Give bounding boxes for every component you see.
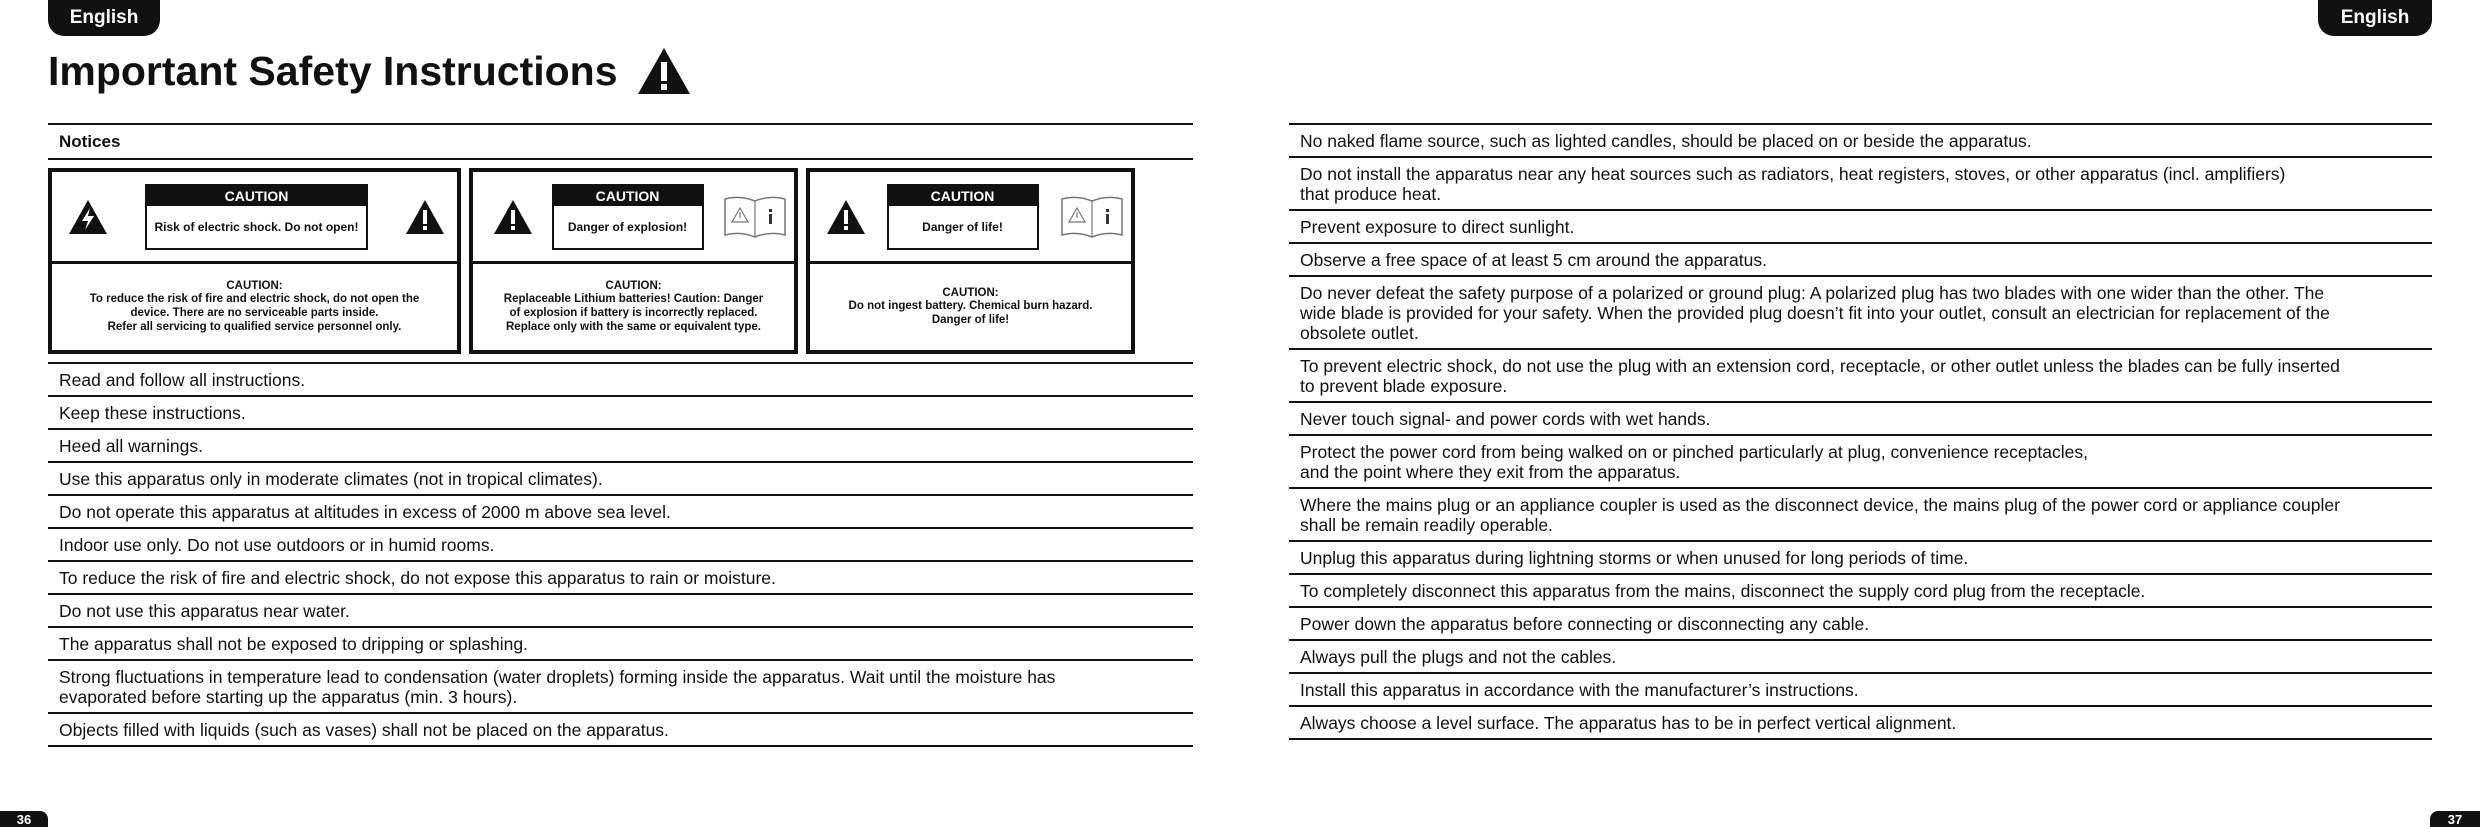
list-item: To reduce the risk of fire and electric shock, do not expose this apparatus to rain or moisture.	[48, 562, 1193, 595]
warning-icon	[405, 199, 445, 235]
language-tab-left: English	[48, 0, 160, 36]
caution-label-panel	[552, 184, 704, 250]
list-item: No naked flame source, such as lighted candles, should be placed on or beside the apparatus.	[1289, 125, 2432, 158]
instructions-list-right	[1289, 123, 2432, 740]
list-item: Power down the apparatus before connecting or disconnecting any cable.	[1289, 608, 2432, 641]
list-item: Prevent exposure to direct sunlight.	[1289, 211, 2432, 244]
page-title-text: Important Safety Instructions	[48, 47, 618, 94]
caution-box-explosion	[469, 168, 798, 354]
list-item: Heed all warnings.	[48, 430, 1193, 463]
page-title	[48, 46, 692, 96]
language-tab-right: English	[2318, 0, 2432, 36]
list-item: Where the mains plug or an appliance coupler is used as the disconnect device, the mains plug of the power cord or appliance coupler shall be remain readily operable.	[1289, 489, 2432, 542]
list-item: Do never defeat the safety purpose of a polarized or ground plug: A polarized plug has two blades with one wider than the other. The wide blade is provided for your safety. When the provided plug doesn’t fit into your outlet, consult an electrician for replacement of the obsolete outlet.	[1289, 277, 2432, 350]
notices-heading: Notices	[48, 123, 1193, 160]
warning-icon	[493, 199, 533, 235]
list-item: Always pull the plugs and not the cables.	[1289, 641, 2432, 674]
caution-label-panel	[887, 184, 1039, 250]
list-item: Objects filled with liquids (such as vases) shall not be placed on the apparatus.	[48, 714, 1193, 747]
caution-boxes	[48, 168, 1193, 354]
list-item: The apparatus shall not be exposed to dripping or splashing.	[48, 628, 1193, 661]
caution-label: Danger of life!	[922, 219, 1003, 234]
list-item: Keep these instructions.	[48, 397, 1193, 430]
caution-header: CAUTION	[147, 186, 366, 206]
list-item: Observe a free space of at least 5 cm around the apparatus.	[1289, 244, 2432, 277]
caution-header: CAUTION	[554, 186, 702, 206]
list-item: Indoor use only. Do not use outdoors or in humid rooms.	[48, 529, 1193, 562]
list-item: Read and follow all instructions.	[48, 364, 1193, 397]
caution-label: Risk of electric shock. Do not open!	[154, 219, 359, 234]
left-column	[48, 123, 1193, 747]
list-item: Do not use this apparatus near water.	[48, 595, 1193, 628]
list-item: Unplug this apparatus during lightning storms or when unused for long periods of time.	[1289, 542, 2432, 575]
caution-label-panel	[145, 184, 368, 250]
caution-note: CAUTION: Do not ingest battery. Chemical burn hazard. Danger of life!	[848, 286, 1093, 326]
read-manual-icon	[722, 195, 788, 239]
electric-shock-icon	[68, 199, 108, 235]
caution-note: CAUTION: Replaceable Lithium batteries! Caution: Danger of explosion if battery is incorrectly replaced. Replace only with the same or equivalent type.	[503, 279, 764, 333]
list-item: Never touch signal- and power cords with wet hands.	[1289, 403, 2432, 436]
list-item: Protect the power cord from being walked on or pinched particularly at plug, convenience receptacles, and the point where they exit from the apparatus.	[1289, 436, 2432, 489]
caution-box-electric-shock	[48, 168, 461, 354]
list-item: Do not install the apparatus near any heat sources such as radiators, heat registers, stoves, or other apparatus (incl. amplifiers) that produce heat.	[1289, 158, 2432, 211]
read-manual-icon	[1059, 195, 1125, 239]
list-item: Always choose a level surface. The apparatus has to be in perfect vertical alignment.	[1289, 707, 2432, 740]
page-number-right: 37	[2430, 811, 2480, 827]
list-item: To completely disconnect this apparatus from the mains, disconnect the supply cord plug from the receptacle.	[1289, 575, 2432, 608]
list-item: Do not operate this apparatus at altitudes in excess of 2000 m above sea level.	[48, 496, 1193, 529]
list-item: Install this apparatus in accordance with the manufacturer’s instructions.	[1289, 674, 2432, 707]
caution-label: Danger of explosion!	[567, 219, 688, 234]
caution-note: CAUTION: To reduce the risk of fire and electric shock, do not open the device. There are no serviceable parts inside. Refer all servicing to qualified service personnel only.	[89, 279, 420, 333]
right-column	[1289, 123, 2432, 740]
caution-box-danger-of-life	[806, 168, 1135, 354]
page-number-left: 36	[0, 811, 48, 827]
list-item: Strong fluctuations in temperature lead to condensation (water droplets) forming inside the apparatus. Wait until the moisture has evaporated before starting up the apparatus (min. 3 hours).	[48, 661, 1193, 714]
warning-icon	[636, 46, 692, 96]
instructions-list-left	[48, 362, 1193, 747]
list-item: To prevent electric shock, do not use the plug with an extension cord, receptacle, or other outlet unless the blades can be fully inserted to prevent blade exposure.	[1289, 350, 2432, 403]
list-item: Use this apparatus only in moderate climates (not in tropical climates).	[48, 463, 1193, 496]
caution-header: CAUTION	[889, 186, 1037, 206]
warning-icon	[826, 199, 866, 235]
